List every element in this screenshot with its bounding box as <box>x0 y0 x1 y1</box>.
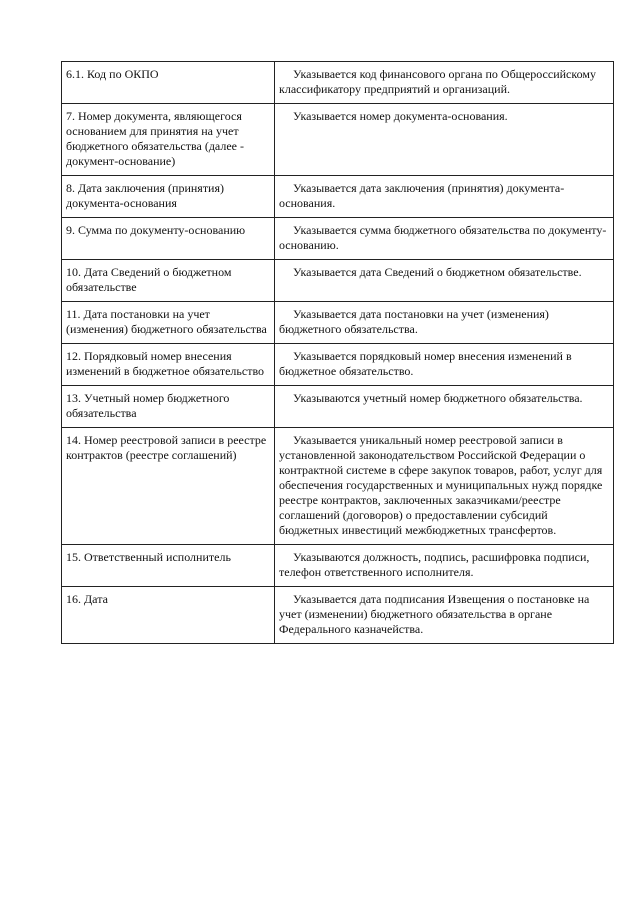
field-name: 15. Ответственный исполнитель <box>62 545 275 587</box>
table-row <box>62 386 614 428</box>
table-row <box>62 302 614 344</box>
field-name: 11. Дата постановки на учет (изменения) бюджетного обязательства <box>62 302 275 344</box>
table-row <box>62 62 614 104</box>
table-row <box>62 587 614 644</box>
field-description: Указывается порядковый номер внесения изменений в бюджетное обязательство. <box>275 344 614 386</box>
field-name: 8. Дата заключения (принятия) документа-основания <box>62 176 275 218</box>
table-row <box>62 176 614 218</box>
table-row <box>62 428 614 545</box>
document-table <box>61 61 614 644</box>
field-name: 12. Порядковый номер внесения изменений в бюджетное обязательство <box>62 344 275 386</box>
field-name: 13. Учетный номер бюджетного обязательства <box>62 386 275 428</box>
field-description: Указываются учетный номер бюджетного обязательства. <box>275 386 614 428</box>
field-description: Указывается дата заключения (принятия) документа-основания. <box>275 176 614 218</box>
table-row <box>62 545 614 587</box>
field-name: 16. Дата <box>62 587 275 644</box>
field-description: Указываются должность, подпись, расшифровка подписи, телефон ответственного исполнителя. <box>275 545 614 587</box>
table-row <box>62 260 614 302</box>
table-row <box>62 344 614 386</box>
field-description: Указывается код финансового органа по Общероссийскому классификатору предприятий и организаций. <box>275 62 614 104</box>
field-description: Указывается дата подписания Извещения о постановке на учет (изменении) бюджетного обязательства в органе Федерального казначейства. <box>275 587 614 644</box>
field-name: 9. Сумма по документу-основанию <box>62 218 275 260</box>
field-name: 10. Дата Сведений о бюджетном обязательстве <box>62 260 275 302</box>
field-name: 7. Номер документа, являющегося основанием для принятия на учет бюджетного обязательства (далее - документ-основание) <box>62 104 275 176</box>
field-description: Указывается уникальный номер реестровой записи в установленной законодательством Российской Федерации о контрактной системе в сфере закупок товаров, работ, услуг для обеспечения государственных и муниципальных нужд порядке реестре контрактов, заключенных заказчиками/реестре соглашений (договоров) о предоставлении субсидий бюджетных инвестиций межбюджетных трансфертов. <box>275 428 614 545</box>
field-description: Указывается сумма бюджетного обязательства по документу-основанию. <box>275 218 614 260</box>
table-row <box>62 104 614 176</box>
field-description: Указывается дата постановки на учет (изменения) бюджетного обязательства. <box>275 302 614 344</box>
field-description: Указывается дата Сведений о бюджетном обязательстве. <box>275 260 614 302</box>
table-row <box>62 218 614 260</box>
field-name: 6.1. Код по ОКПО <box>62 62 275 104</box>
field-description: Указывается номер документа-основания. <box>275 104 614 176</box>
field-name: 14. Номер реестровой записи в реестре контрактов (реестре соглашений) <box>62 428 275 545</box>
